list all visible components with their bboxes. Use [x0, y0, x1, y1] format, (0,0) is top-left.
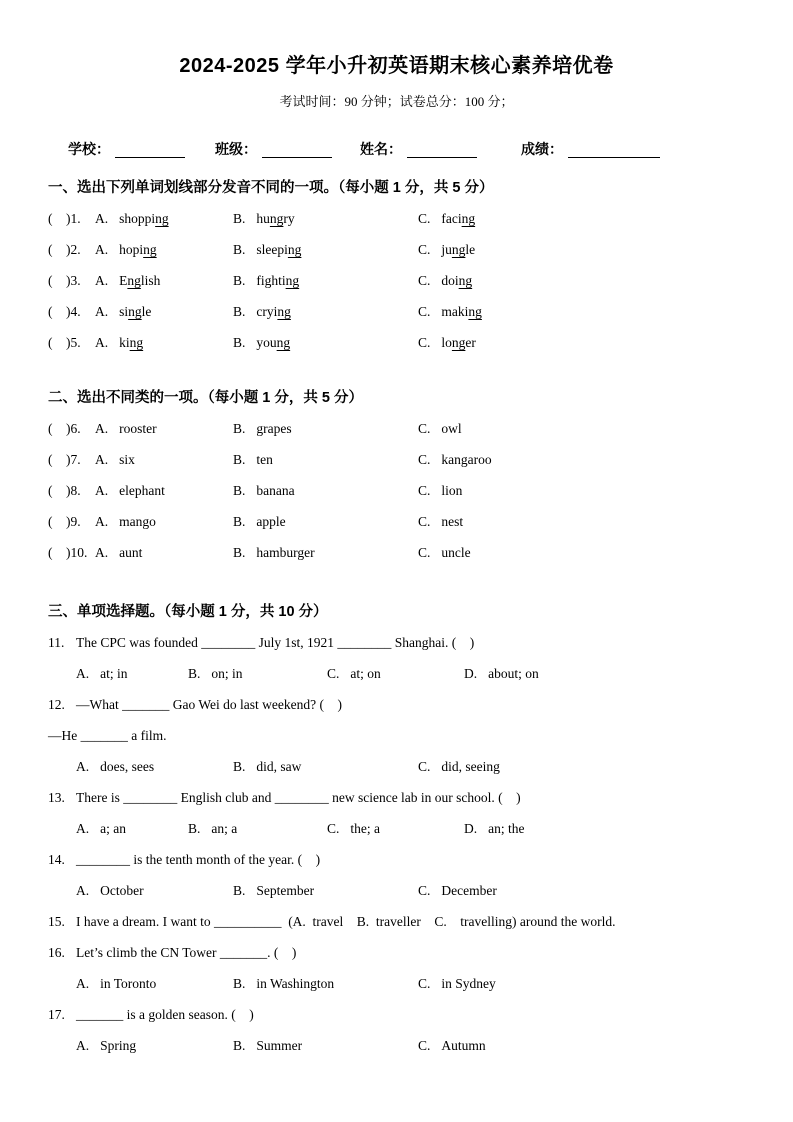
answer-paren: ( )1. [48, 211, 81, 226]
question-2-row [48, 234, 745, 265]
question-number: 17. [48, 1007, 65, 1022]
option-word: king [119, 335, 144, 350]
option-label: B. [233, 421, 246, 436]
option-label: C. [418, 452, 431, 467]
option-c [418, 327, 476, 358]
option-text: in Washington [256, 976, 335, 991]
option-text: at; on [350, 666, 381, 681]
option-text: Summer [256, 1038, 303, 1053]
option-b [233, 265, 418, 296]
section-2-questions [48, 413, 745, 568]
question-15-stem [48, 906, 745, 937]
class-blank [262, 141, 332, 158]
question-12-options [48, 751, 745, 782]
option-b [233, 327, 418, 358]
question-7-row [48, 444, 745, 475]
option-text: aunt [119, 545, 143, 560]
option-label: B. [233, 976, 246, 991]
option-c [418, 203, 475, 234]
option-label: B. [233, 242, 246, 257]
option-text: uncle [441, 545, 471, 560]
option-label: A. [95, 242, 109, 257]
option-label: A. [95, 211, 109, 226]
option-a [76, 968, 233, 999]
option-b [233, 234, 418, 265]
class-label: 班级： [215, 141, 257, 157]
option-a [76, 751, 233, 782]
option-c [418, 1030, 486, 1061]
option-word: sleeping [256, 242, 302, 257]
option-label: A. [95, 335, 109, 350]
option-a [76, 1030, 233, 1061]
option-label: C. [418, 483, 431, 498]
option-label: B. [233, 273, 246, 288]
option-label: C. [418, 211, 431, 226]
option-c [418, 537, 471, 568]
option-label: A. [76, 666, 90, 681]
section-3-questions [48, 627, 745, 1061]
question-13-options [48, 813, 745, 844]
option-b [233, 875, 418, 906]
option-text: does, sees [100, 759, 155, 774]
question-text: _______ is a golden season. ( ) [76, 1007, 254, 1022]
option-label: B. [188, 666, 201, 681]
question-text: I have a dream. I want to __________ (A. travel B. traveller C. travelling) around the world. [76, 914, 616, 929]
option-label: C. [418, 1038, 431, 1053]
option-text: elephant [119, 483, 165, 498]
name-label: 姓名： [360, 141, 402, 157]
question-6-row [48, 413, 745, 444]
option-label: A. [76, 759, 90, 774]
answer-paren: ( )8. [48, 483, 81, 498]
option-b [233, 506, 418, 537]
option-c [418, 875, 497, 906]
question-17-options [48, 1030, 745, 1061]
option-text: an; the [488, 821, 525, 836]
option-label: C. [418, 545, 431, 560]
option-word: jungle [441, 242, 476, 257]
option-label: B. [233, 304, 246, 319]
option-text: ten [256, 452, 273, 467]
answer-paren: ( )3. [48, 273, 81, 288]
option-a [95, 506, 233, 537]
option-label: C. [418, 304, 431, 319]
question-14-options [48, 875, 745, 906]
option-label: C. [418, 273, 431, 288]
option-a [76, 813, 188, 844]
option-b [188, 813, 327, 844]
option-label: B. [233, 883, 246, 898]
option-c [418, 444, 492, 475]
option-text: September [256, 883, 315, 898]
exam-meta: 考试时间：90 分钟；试卷总分：100 分； [279, 94, 514, 109]
option-label: C. [327, 666, 340, 681]
option-c [418, 296, 482, 327]
option-label: A. [95, 421, 109, 436]
option-label: A. [76, 883, 90, 898]
option-text: six [119, 452, 135, 467]
option-label: B. [233, 483, 246, 498]
option-b [233, 475, 418, 506]
option-a [95, 234, 233, 265]
option-b [233, 444, 418, 475]
option-c [418, 968, 496, 999]
option-label: B. [233, 545, 246, 560]
question-16-options [48, 968, 745, 999]
option-c [327, 813, 464, 844]
answer-paren: ( )9. [48, 514, 81, 529]
option-text: kangaroo [441, 452, 492, 467]
question-text: Let’s climb the CN Tower _______. ( ) [76, 945, 297, 960]
score-blank [568, 141, 660, 158]
option-label: B. [233, 452, 246, 467]
option-label: C. [418, 242, 431, 257]
answer-paren: ( )5. [48, 335, 81, 350]
option-a [95, 537, 233, 568]
option-b [233, 1030, 418, 1061]
option-label: A. [76, 1038, 90, 1053]
option-a [95, 444, 233, 475]
answer-paren: ( )4. [48, 304, 81, 319]
option-word: English [119, 273, 161, 288]
school-field [68, 140, 185, 158]
option-label: A. [95, 514, 109, 529]
option-label: B. [233, 335, 246, 350]
question-8-row [48, 475, 745, 506]
option-text: nest [441, 514, 464, 529]
option-text: Spring [100, 1038, 137, 1053]
question-9-row [48, 506, 745, 537]
option-word: facing [441, 211, 476, 226]
option-b [233, 413, 418, 444]
option-a [95, 265, 233, 296]
option-a [95, 475, 233, 506]
option-c [418, 265, 472, 296]
option-text: grapes [256, 421, 292, 436]
option-word: doing [441, 273, 473, 288]
option-word: longer [441, 335, 476, 350]
option-label: C. [418, 976, 431, 991]
question-number: 16. [48, 945, 65, 960]
school-label: 学校： [68, 141, 110, 157]
option-b [233, 537, 418, 568]
option-text: a; an [100, 821, 126, 836]
option-a [95, 327, 233, 358]
option-label: A. [76, 976, 90, 991]
option-text: lion [441, 483, 463, 498]
option-text: in Sydney [441, 976, 496, 991]
option-word: crying [256, 304, 291, 319]
option-label: C. [418, 883, 431, 898]
option-c [418, 234, 475, 265]
option-text: December [441, 883, 497, 898]
answer-paren: ( )7. [48, 452, 81, 467]
option-word: hoping [119, 242, 157, 257]
question-text: There is ________ English club and ________ new science lab in our school. ( ) [76, 790, 521, 805]
question-text: —What _______ Gao Wei do last weekend? ( ) [76, 697, 342, 712]
score-field [521, 140, 660, 158]
section-2-heading: 二、选出不同类的一项。（每小题 1 分，共 5 分） [48, 390, 363, 406]
option-word: single [119, 304, 152, 319]
class-field [215, 140, 332, 158]
option-b [188, 658, 327, 689]
question-12-stem-line2 [48, 720, 745, 751]
question-number: 15. [48, 914, 65, 929]
option-label: D. [464, 821, 478, 836]
option-text: rooster [119, 421, 157, 436]
option-label: A. [95, 304, 109, 319]
option-a [95, 413, 233, 444]
option-c [418, 751, 500, 782]
student-info-row [48, 137, 745, 158]
question-text: The CPC was founded ________ July 1st, 1921 ________ Shanghai. ( ) [76, 635, 475, 650]
option-label: A. [95, 273, 109, 288]
question-13-stem [48, 782, 745, 813]
answer-paren: ( )2. [48, 242, 81, 257]
option-d [464, 658, 539, 689]
option-c [418, 506, 463, 537]
section-1-heading: 一、选出下列单词划线部分发音不同的一项。（每小题 1 分，共 5 分） [48, 180, 494, 196]
option-text: about; on [488, 666, 539, 681]
option-label: C. [418, 759, 431, 774]
option-b [233, 751, 418, 782]
option-word: fighting [256, 273, 300, 288]
option-label: B. [233, 514, 246, 529]
option-a [95, 203, 233, 234]
question-4-row [48, 296, 745, 327]
option-text: Autumn [441, 1038, 486, 1053]
option-label: C. [418, 514, 431, 529]
option-word: hungry [256, 211, 295, 226]
question-16-stem [48, 937, 745, 968]
option-label: C. [327, 821, 340, 836]
option-text: banana [256, 483, 295, 498]
option-label: A. [95, 545, 109, 560]
option-text: owl [441, 421, 462, 436]
page-title: 2024-2025 学年小升初英语期末核心素养培优卷 [179, 55, 614, 77]
question-10-row [48, 537, 745, 568]
score-label: 成绩： [521, 141, 563, 157]
option-text: apple [256, 514, 286, 529]
section-3-heading: 三、单项选择题。（每小题 1 分，共 10 分） [48, 604, 328, 620]
question-number: 11. [48, 635, 65, 650]
question-5-row [48, 327, 745, 358]
answer-paren: ( )10. [48, 545, 88, 560]
question-1-row [48, 203, 745, 234]
option-text: hamburger [256, 545, 315, 560]
option-label: D. [464, 666, 478, 681]
option-label: C. [418, 335, 431, 350]
option-word: making [441, 304, 482, 319]
question-text: —He _______ a film. [48, 728, 167, 743]
option-c [418, 413, 462, 444]
school-blank [115, 141, 185, 158]
name-blank [407, 141, 477, 158]
option-text: an; a [211, 821, 238, 836]
option-label: A. [95, 483, 109, 498]
option-text: mango [119, 514, 156, 529]
option-text: did, saw [256, 759, 302, 774]
option-a [76, 658, 188, 689]
option-label: B. [233, 759, 246, 774]
option-label: A. [95, 452, 109, 467]
option-text: October [100, 883, 144, 898]
question-17-stem [48, 999, 745, 1030]
option-label: B. [188, 821, 201, 836]
question-number: 13. [48, 790, 65, 805]
option-a [95, 296, 233, 327]
option-b [233, 296, 418, 327]
option-a [76, 875, 233, 906]
option-text: on; in [211, 666, 243, 681]
option-text: the; a [350, 821, 381, 836]
question-text: ________ is the tenth month of the year. ( ) [76, 852, 321, 867]
option-label: C. [418, 421, 431, 436]
question-number: 12. [48, 697, 65, 712]
option-label: B. [233, 1038, 246, 1053]
option-word: shopping [119, 211, 169, 226]
question-14-stem [48, 844, 745, 875]
answer-paren: ( )6. [48, 421, 81, 436]
option-c [327, 658, 464, 689]
question-12-stem [48, 689, 745, 720]
question-3-row [48, 265, 745, 296]
option-label: B. [233, 211, 246, 226]
section-1-questions [48, 203, 745, 358]
option-b [233, 203, 418, 234]
question-11-options [48, 658, 745, 689]
option-text: in Toronto [100, 976, 157, 991]
question-number: 14. [48, 852, 65, 867]
option-word: young [256, 335, 291, 350]
option-c [418, 475, 462, 506]
question-11-stem [48, 627, 745, 658]
option-label: A. [76, 821, 90, 836]
option-d [464, 813, 525, 844]
name-field [360, 140, 477, 158]
option-text: did, seeing [441, 759, 500, 774]
option-b [233, 968, 418, 999]
option-text: at; in [100, 666, 128, 681]
